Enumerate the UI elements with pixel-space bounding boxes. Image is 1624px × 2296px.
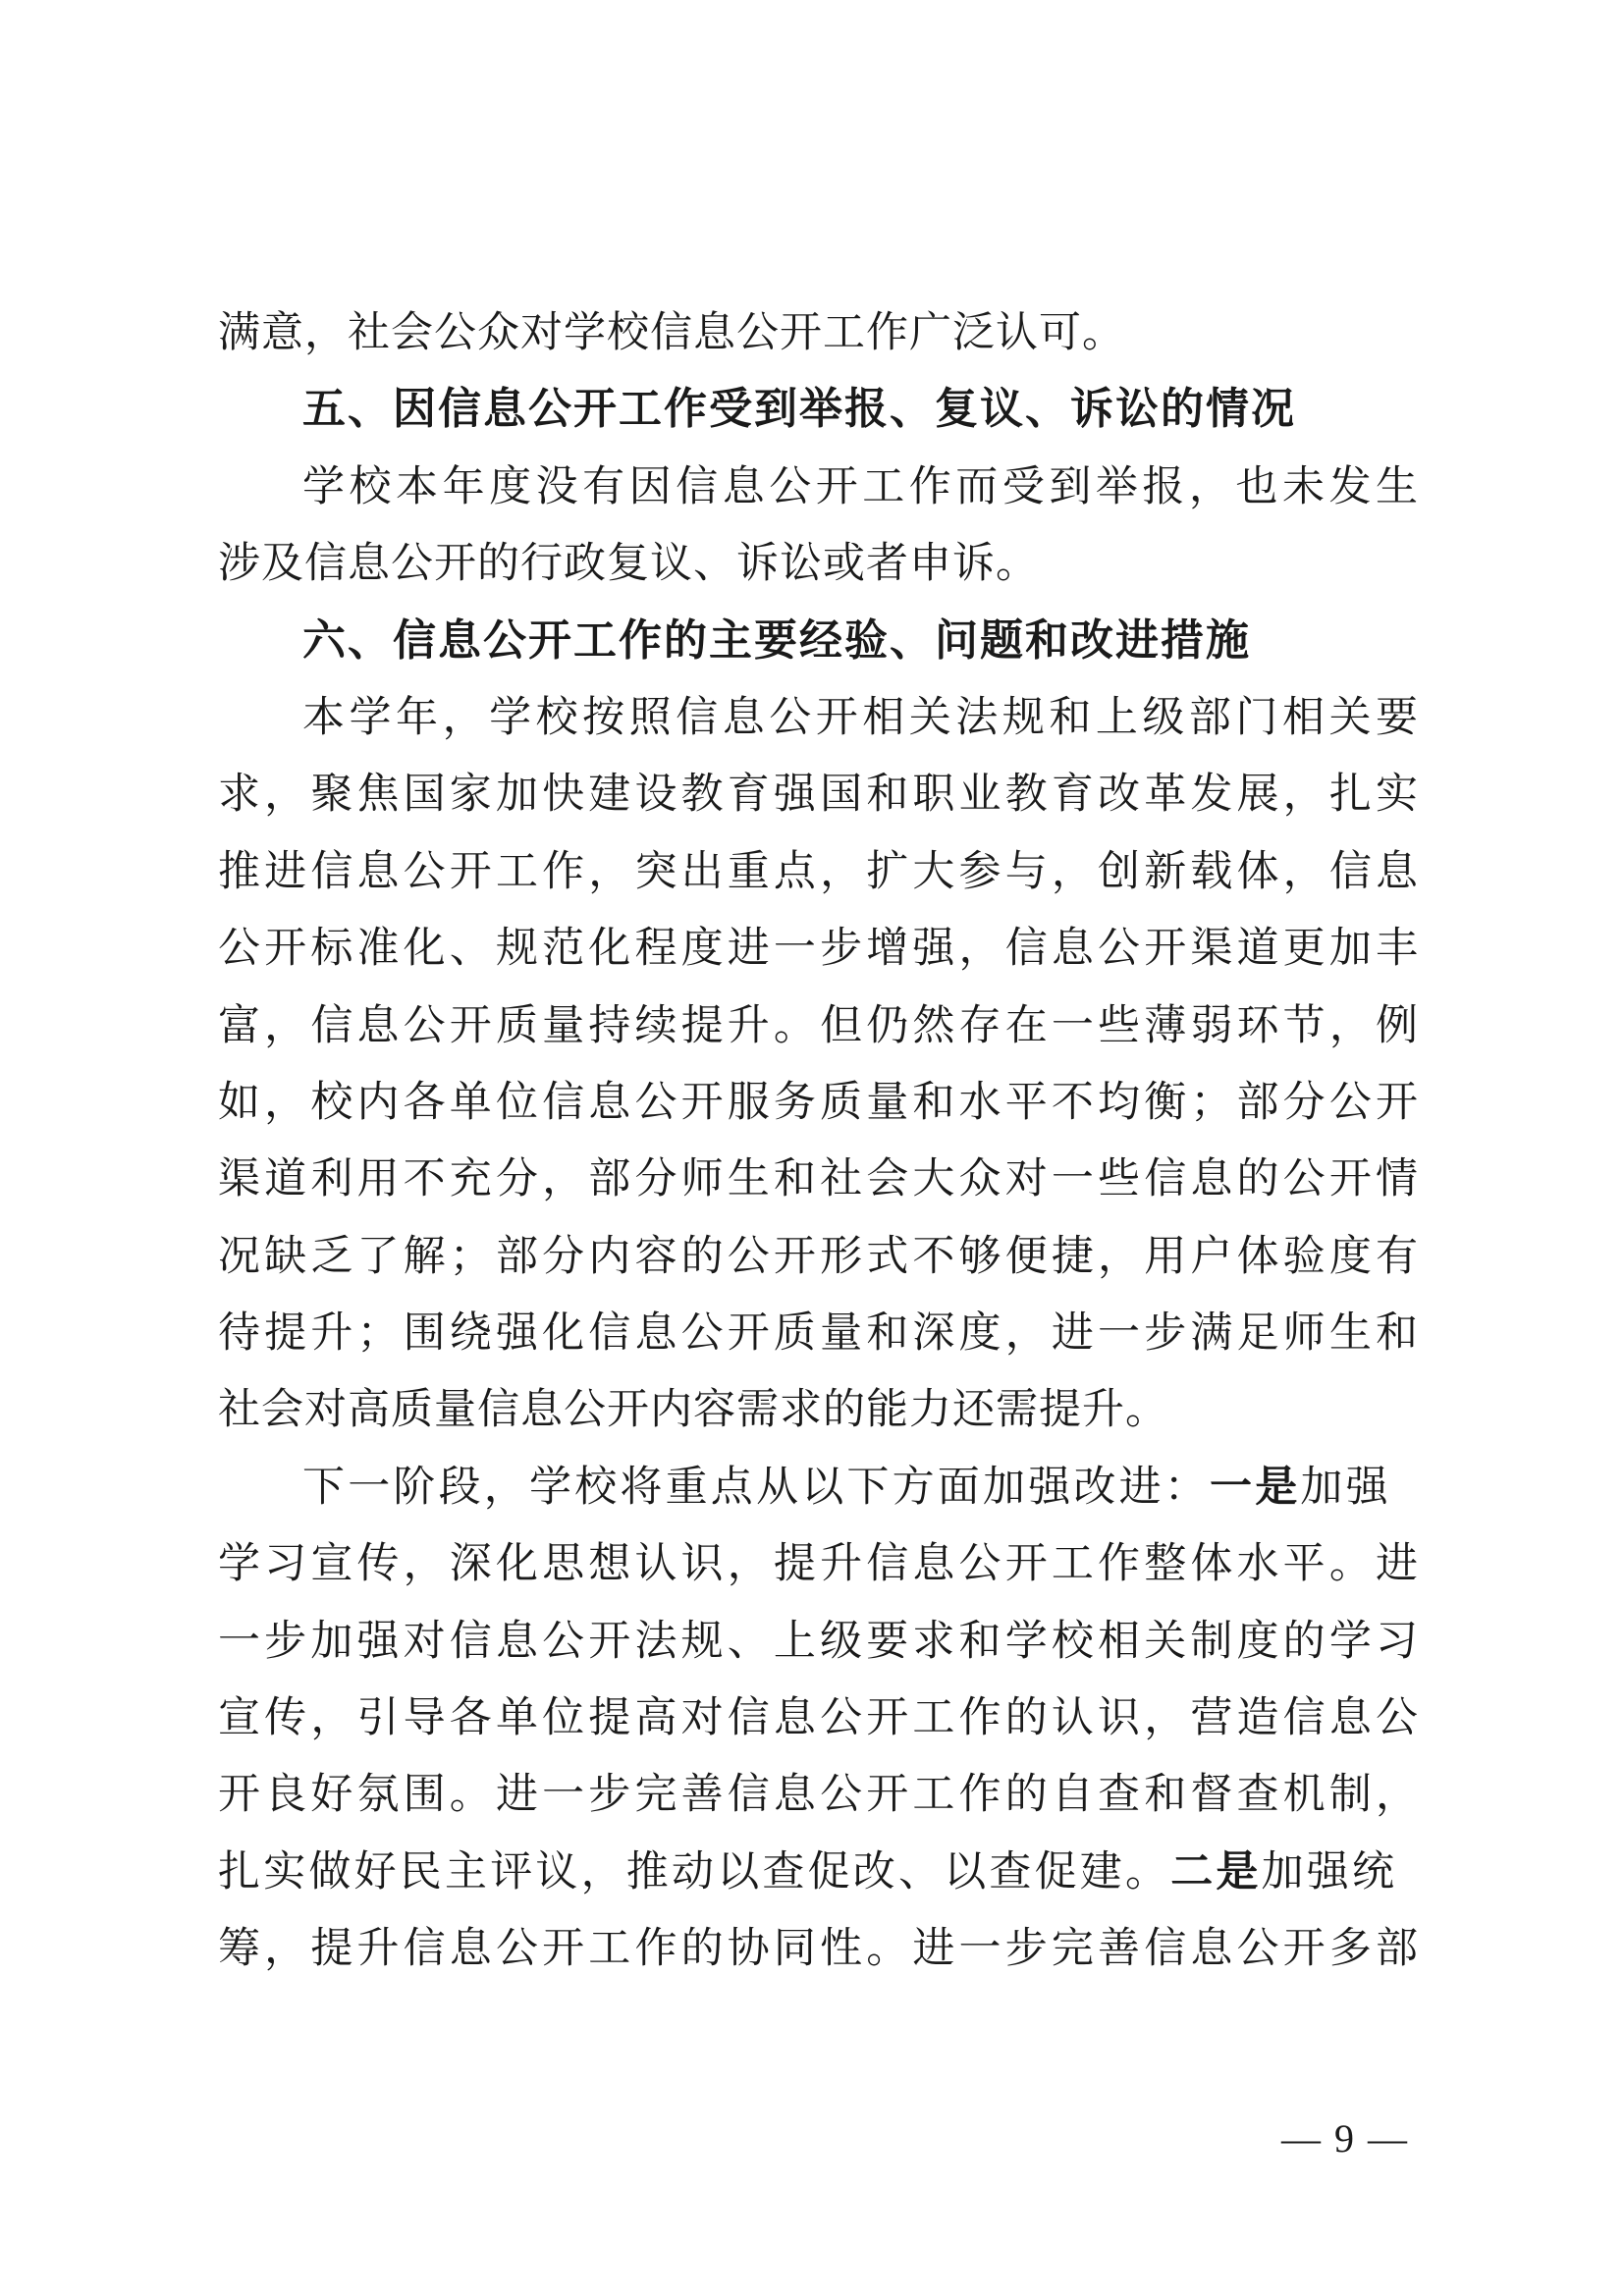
paragraph-line: 渠道利用不充分，部分师生和社会大众对一些信息的公开情	[218, 1154, 1419, 1204]
bold-marker-first: 一是	[1210, 1462, 1301, 1512]
paragraph-text: 加强	[1300, 1462, 1391, 1512]
section-heading-5: 五、因信息公开工作受到举报、复议、诉讼的情况	[302, 384, 1296, 435]
paragraph-line: 一步加强对信息公开法规、上级要求和学校相关制度的学习	[218, 1616, 1419, 1666]
bold-marker-second: 二是	[1170, 1846, 1262, 1896]
document-body	[218, 294, 1419, 1988]
paragraph-text: 加强统	[1261, 1846, 1398, 1896]
section-heading-6: 六、信息公开工作的主要经验、问题和改进措施	[302, 614, 1251, 666]
paragraph-line: 社会对高质量信息公开内容需求的能力还需提升。	[218, 1385, 1168, 1435]
paragraph-line: 本学年，学校按照信息公开相关法规和上级部门相关要	[302, 692, 1419, 742]
paragraph-line: 开良好氛围。进一步完善信息公开工作的自查和督查机制，	[218, 1770, 1419, 1820]
paragraph-line: 推进信息公开工作，突出重点，扩大参与，创新载体，信息	[218, 846, 1419, 896]
paragraph-line: 况缺乏了解；部分内容的公开形式不够便捷，用户体验度有	[218, 1231, 1419, 1281]
paragraph-line: 涉及信息公开的行政复议、诉讼或者申诉。	[218, 539, 1039, 589]
paragraph-line: 满意，社会公众对学校信息公开工作广泛认可。	[218, 308, 1125, 357]
paragraph-line: 如，校内各单位信息公开服务质量和水平不均衡；部分公开	[218, 1077, 1419, 1127]
paragraph-line: 待提升；围绕强化信息公开质量和深度，进一步满足师生和	[218, 1308, 1419, 1359]
paragraph-line: 学习宣传，深化思想认识，提升信息公开工作整体水平。进	[218, 1539, 1419, 1589]
paragraph-line-mixed	[218, 1834, 1419, 1910]
paragraph-text: 扎实做好民主评议，推动以查促改、以查促建。	[218, 1846, 1171, 1896]
paragraph-line: 公开标准化、规范化程度进一步增强，信息公开渠道更加丰	[218, 924, 1419, 974]
paragraph-line-mixed	[218, 1449, 1419, 1525]
paragraph-line: 宣传，引导各单位提高对信息公开工作的认识，营造信息公	[218, 1693, 1419, 1743]
page-number: — 9 —	[1281, 2116, 1409, 2161]
paragraph-line: 富，信息公开质量持续提升。但仍然存在一些薄弱环节，例	[218, 1000, 1419, 1050]
paragraph-line: 筹，提升信息公开工作的协同性。进一步完善信息公开多部	[218, 1924, 1419, 1974]
paragraph-text: 下一阶段，学校将重点从以下方面加强改进：	[302, 1462, 1210, 1512]
paragraph-line: 学校本年度没有因信息公开工作而受到举报，也未发生	[302, 461, 1419, 511]
paragraph-line: 求，聚焦国家加快建设教育强国和职业教育改革发展，扎实	[218, 770, 1419, 820]
